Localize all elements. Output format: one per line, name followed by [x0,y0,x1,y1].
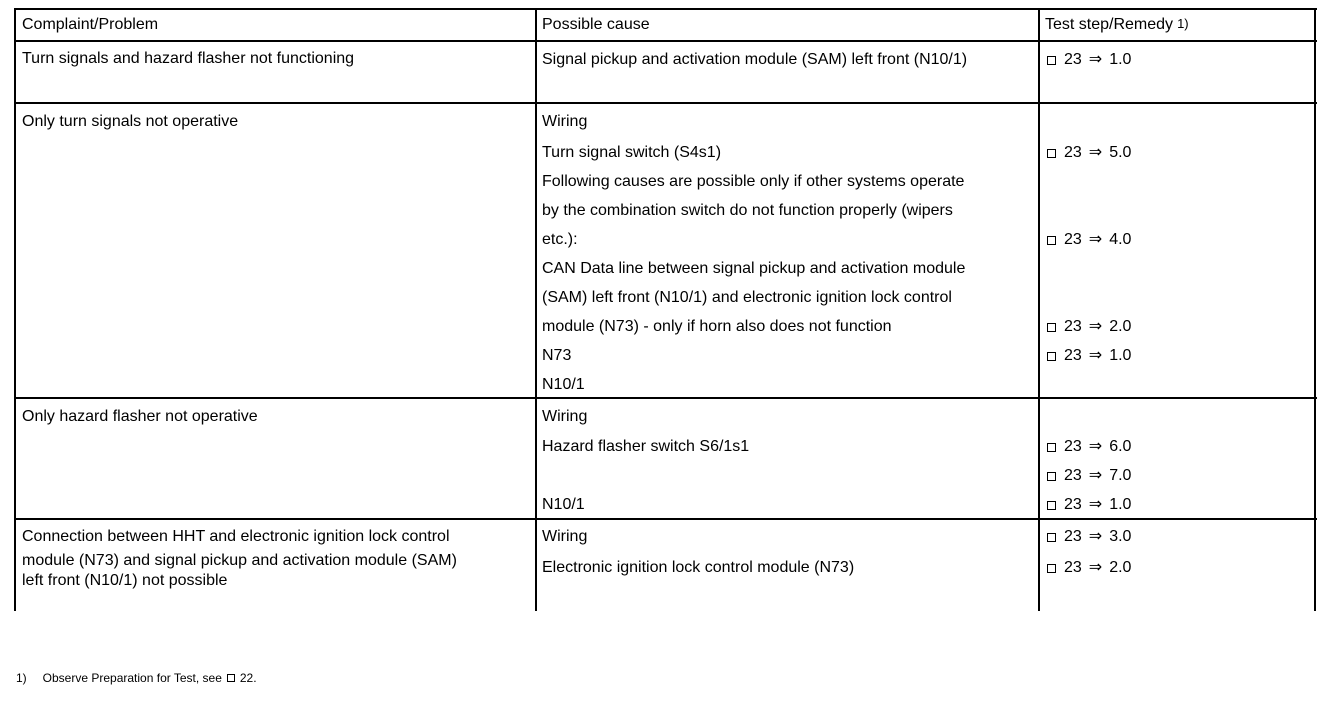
row-2-cause-1: Wiring [542,113,588,130]
row-2-cause-2: Turn signal switch (S4s1) [542,144,722,161]
row-2-cause-3: Following causes are possible only if other systems operate [542,173,965,190]
footnote-page[interactable]: 22. [239,671,257,685]
arrow-icon: ⇒ [1088,438,1103,455]
row-2-complaint: Only turn signals not operative [22,113,239,130]
row-2-bottom-border [14,397,1317,399]
row-4-complaint-line-3: left front (N10/1) not possible [22,572,228,589]
arrow-icon: ⇒ [1088,318,1103,335]
table-left-border [14,8,16,611]
arrow-icon: ⇒ [1088,559,1103,576]
row-2-cause-7: (SAM) left front (N10/1) and electronic ignition lock control [542,289,952,306]
page-ref-icon [227,674,235,682]
header-complaint: Complaint/Problem [22,16,159,33]
row-1-remedy-1[interactable]: 23 ⇒ 1.0 [1047,48,1131,72]
row-3-remedy-2[interactable]: 23 ⇒ 7.0 [1047,464,1131,488]
page-ref-icon [1047,533,1056,542]
arrow-icon: ⇒ [1088,467,1103,484]
header-remedy-label: Test step/Remedy [1045,16,1174,33]
row-3-complaint: Only hazard flasher not operative [22,408,258,425]
page-ref-icon [1047,564,1056,573]
row-2-cause-5: etc.): [542,231,578,248]
row-2-remedy-4[interactable]: 23 ⇒ 1.0 [1047,344,1131,368]
header-remedy [1045,13,1189,37]
page-ref-icon [1047,236,1056,245]
page-ref-icon [1047,149,1056,158]
page-ref-icon [1047,472,1056,481]
header-remedy-footnote: 1) [1177,16,1189,31]
page-ref-icon [1047,352,1056,361]
row-1-complaint: Turn signals and hazard flasher not functioning [22,50,355,67]
page-ref-icon [1047,323,1056,332]
table-right-border [1314,8,1316,611]
page-ref-icon [1047,501,1056,510]
row-2-remedy-2[interactable]: 23 ⇒ 4.0 [1047,228,1131,252]
table-top-border [14,8,1317,10]
arrow-icon: ⇒ [1088,144,1103,161]
footnote-text: Observe Preparation for Test, see [42,671,222,685]
row-3-cause-2: Hazard flasher switch S6/1s1 [542,438,750,455]
row-4-remedy-1[interactable]: 23 ⇒ 3.0 [1047,525,1131,549]
row-1-cause-1: Signal pickup and activation module (SAM) left front (N10/1) [542,51,968,68]
row-3-bottom-border [14,518,1317,520]
page-ref-icon [1047,443,1056,452]
row-3-remedy-1[interactable]: 23 ⇒ 6.0 [1047,435,1131,459]
arrow-icon: ⇒ [1088,496,1103,513]
row-2-cause-9: N73 [542,347,572,364]
row-4-cause-1: Wiring [542,528,588,545]
arrow-icon: ⇒ [1088,51,1103,68]
row-4-complaint-line-1: Connection between HHT and electronic ignition lock control [22,528,450,545]
row-3-cause-3: N10/1 [542,496,585,513]
header-bottom-border [14,40,1317,42]
arrow-icon: ⇒ [1088,347,1103,364]
row-1-bottom-border [14,102,1317,104]
row-2-cause-8: module (N73) - only if horn also does not function [542,318,892,335]
row-4-complaint-line-2: module (N73) and signal pickup and activation module (SAM) [22,552,457,569]
row-2-remedy-3[interactable]: 23 ⇒ 2.0 [1047,315,1131,339]
column-divider-2 [1038,8,1040,611]
footnote-marker: 1) [16,671,27,685]
row-3-cause-1: Wiring [542,408,588,425]
page-ref-icon [1047,56,1056,65]
row-2-cause-6: CAN Data line between signal pickup and activation module [542,260,966,277]
column-divider-1 [535,8,537,611]
row-2-remedy-1[interactable]: 23 ⇒ 5.0 [1047,141,1131,165]
row-4-cause-2: Electronic ignition lock control module (N73) [542,559,855,576]
footnote [16,670,257,686]
row-2-cause-10: N10/1 [542,376,585,393]
arrow-icon: ⇒ [1088,231,1103,248]
row-3-remedy-3[interactable]: 23 ⇒ 1.0 [1047,493,1131,517]
row-2-cause-4: by the combination switch do not function properly (wipers [542,202,953,219]
arrow-icon: ⇒ [1088,528,1103,545]
header-cause: Possible cause [542,16,650,33]
row-4-remedy-2[interactable]: 23 ⇒ 2.0 [1047,556,1131,580]
